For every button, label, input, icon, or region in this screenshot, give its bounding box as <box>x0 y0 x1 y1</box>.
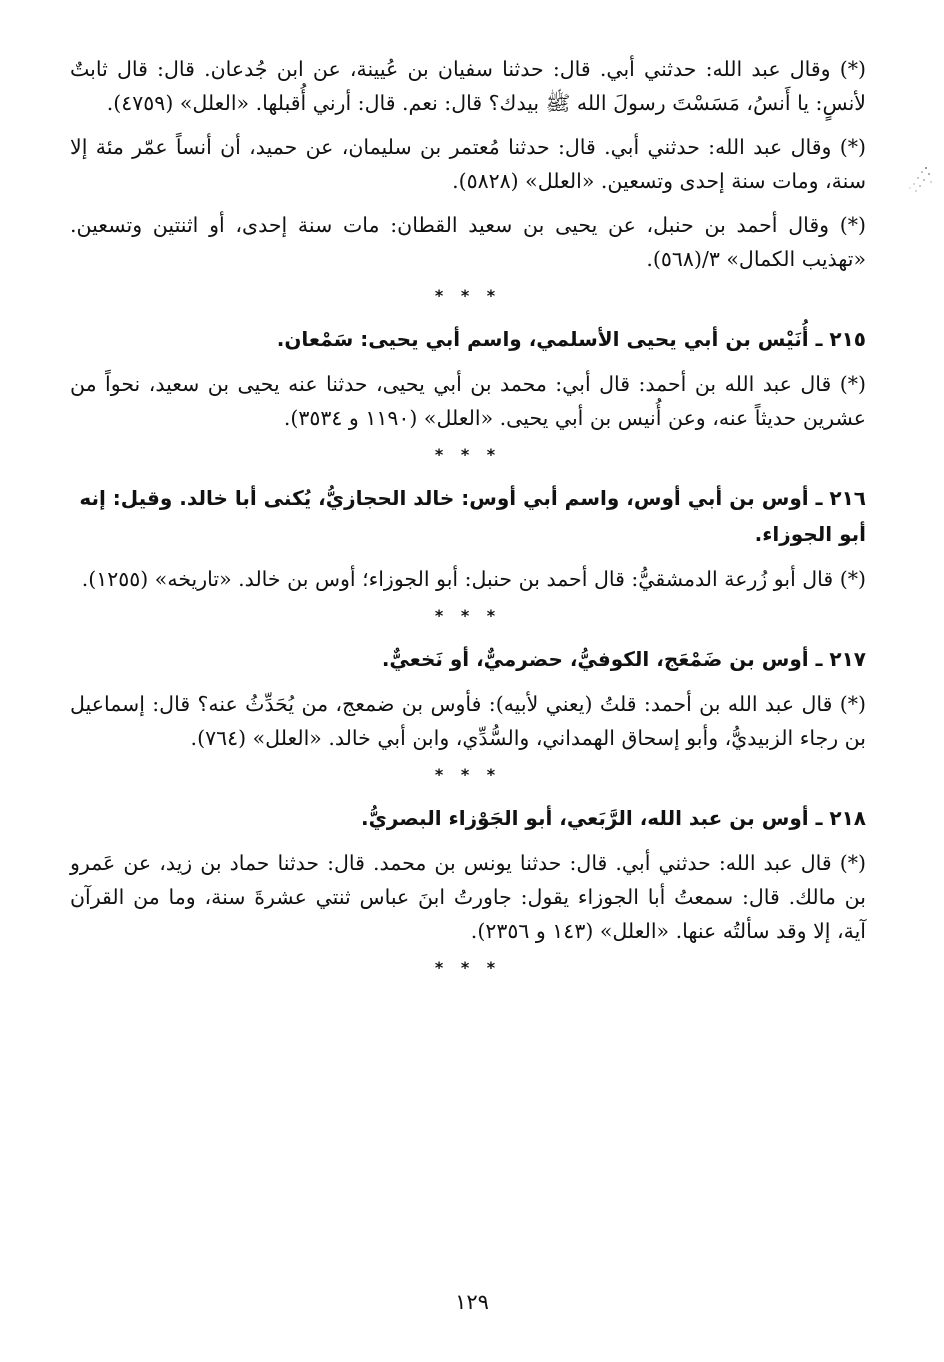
section-separator: * * * <box>434 445 502 464</box>
section-separator: * * * <box>434 606 502 625</box>
paragraph: (*) وقال عبد الله: حدثني أبي. قال: حدثنا سفيان بن عُيينة، عن ابن جُدعان. قال: قال ثابتٌ لأنسٍ: يا أَنسُ، مَسَسْتَ رسولَ الله ﷺ بيدك؟ قال: نعم. قال: أرني أُقبلها. «العلل» (٤٧٥٩). <box>70 57 866 115</box>
entry-heading: ٢١٦ ـ أوس بن أبي أوس، واسم أبي أوس: خالد الحجازيُّ، يُكنى أبا خالد. وقيل: إنه أبو الجوزاء. <box>79 486 866 546</box>
page-number: ١٢٩ <box>455 1290 489 1314</box>
section-separator: * * * <box>434 958 502 977</box>
paragraph: (*) وقال عبد الله: حدثني أبي. قال: حدثنا مُعتمر بن سليمان، عن حميد، أن أنساً عمّر مئة إلا سنة، ومات سنة إحدى وتسعين. «العلل» (٥٨٢٨). <box>70 135 866 193</box>
paragraph: (*) وقال أحمد بن حنبل، عن يحيى بن سعيد القطان: مات سنة إحدى، أو اثنتين وتسعين. «تهذيب الكمال» ٣/(٥٦٨). <box>70 213 866 271</box>
scan-mark-decoration <box>896 160 936 200</box>
entry-heading: ٢١٥ ـ أُنَيْس بن أبي يحيى الأسلمي، واسم أبي يحيى: سَمْعان. <box>276 327 866 351</box>
paragraph: (*) قال عبد الله بن أحمد: قال أبي: محمد بن أبي يحيى، حدثنا عنه يحيى بن سعيد، نحواً من عشرين حديثاً عنه، وعن أُنيس بن أبي يحيى. «العلل» (١١٩٠ و ٣٥٣٤). <box>70 372 866 430</box>
entry-heading: ٢١٨ ـ أوس بن عبد الله، الرَّبَعي، أبو الجَوْزاء البصريُّ. <box>360 806 866 830</box>
section-separator: * * * <box>434 286 502 305</box>
paragraph: (*) قال أبو زُرعة الدمشقيُّ: قال أحمد بن حنبل: أبو الجوزاء؛ أوس بن خالد. «تاريخه» (١٢٥٥). <box>81 567 866 591</box>
paragraph: (*) قال عبد الله: حدثني أبي. قال: حدثنا يونس بن محمد. قال: حدثنا حماد بن زيد، عن عَمرو بن مالك. قال: سمعتُ أبا الجوزاء يقول: جاورتُ ابنَ عباس ثنتي عشرةَ سنة، وما من القرآن آية، إلا وقد سألتُه عنها. «العلل» (١٤٣ و ٢٣٥٦). <box>70 851 866 943</box>
section-separator: * * * <box>434 765 502 784</box>
paragraph: (*) قال عبد الله بن أحمد: قلتُ (يعني لأبيه): فأوس بن ضمعج، من يُحَدِّثُ عنه؟ قال: إسماعيل بن رجاء الزبيديُّ، وأبو إسحاق الهمداني، والسُّدِّي، وابن أبي خالد. «العلل» (٧٦٤). <box>70 692 866 750</box>
page-body <box>70 52 866 993</box>
entry-heading: ٢١٧ ـ أوس بن ضَمْعَج، الكوفيُّ، حضرميٌّ، أو نَخعيٌّ. <box>381 647 866 671</box>
